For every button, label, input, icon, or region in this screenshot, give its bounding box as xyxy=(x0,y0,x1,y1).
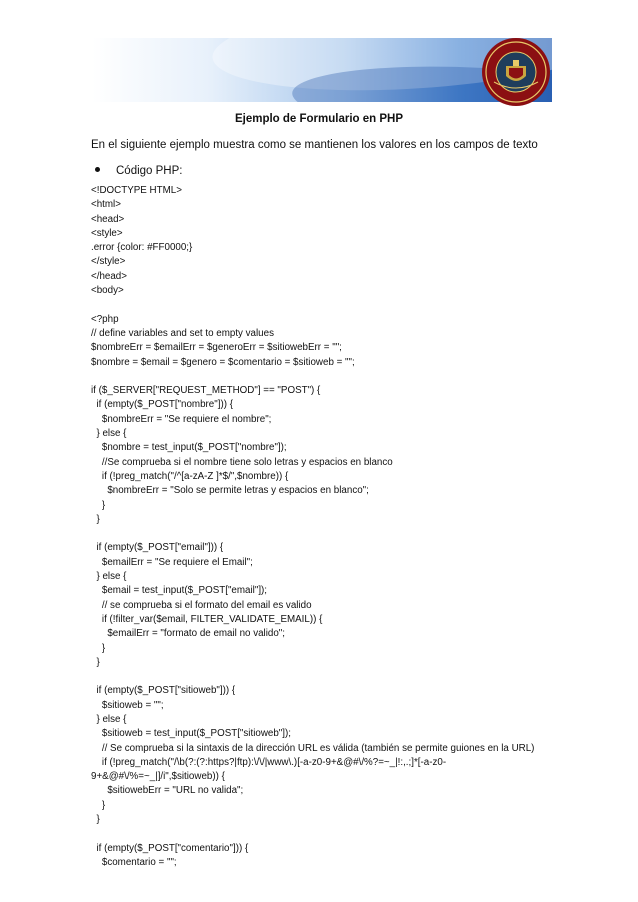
code-line: <html> xyxy=(91,199,121,211)
bullet-label: Código PHP: xyxy=(116,165,183,177)
university-seal-logo xyxy=(480,36,552,108)
code-line: <?php xyxy=(91,313,119,325)
code-line: if (!preg_match("/\b(?:(?:https?|ftp):\/\/|www\.)[-a-z0-9+&@#\/%?=~_|!:,.;]*[-a-z0- xyxy=(91,756,447,768)
code-line xyxy=(91,370,611,384)
code-line: $nombre = $email = $genero = $comentario = $sitioweb = ""; xyxy=(91,356,355,368)
code-line: } else { xyxy=(91,428,127,440)
code-line: .error {color: #FF0000;} xyxy=(91,242,193,254)
code-line: $nombre = test_input($_POST["nombre"]); xyxy=(91,442,287,454)
code-line: if (empty($_POST["comentario"])) { xyxy=(91,842,249,854)
code-line: } xyxy=(91,642,106,654)
code-line: 9+&@#\/%=~_|]/i",$sitioweb)) { xyxy=(91,771,225,783)
code-line: if (empty($_POST["sitioweb"])) { xyxy=(91,685,236,697)
code-line: } else { xyxy=(91,571,127,583)
code-line: $emailErr = "Se requiere el Email"; xyxy=(91,556,253,568)
code-line: // define variables and set to empty values xyxy=(91,327,274,339)
code-line: if (!filter_var($email, FILTER_VALIDATE_EMAIL)) { xyxy=(91,613,323,625)
code-line: if (empty($_POST["nombre"])) { xyxy=(91,399,233,411)
code-line: } else { xyxy=(91,713,127,725)
code-line: $nombreErr = "Solo se permite letras y espacios en blanco"; xyxy=(91,485,369,497)
code-line xyxy=(91,298,611,312)
code-line xyxy=(91,670,611,684)
code-line: //Se comprueba si el nombre tiene solo letras y espacios en blanco xyxy=(91,456,393,468)
code-line: $sitiowebErr = "URL no valida"; xyxy=(91,785,244,797)
bullet-item xyxy=(95,165,182,177)
code-line: } xyxy=(91,499,106,511)
code-line: // Se comprueba si la sintaxis de la dirección URL es válida (también se permite guiones en la URL) xyxy=(91,742,535,754)
code-line: // se comprueba si el formato del email es valido xyxy=(91,599,312,611)
intro-paragraph: En el siguiente ejemplo muestra como se mantienen los valores en los campos de texto xyxy=(91,139,538,151)
code-line: <body> xyxy=(91,285,124,297)
code-line: if (empty($_POST["email"])) { xyxy=(91,542,224,554)
bullet-dot-icon xyxy=(95,167,100,172)
code-line: </head> xyxy=(91,270,127,282)
code-line: } xyxy=(91,799,106,811)
code-line: $sitioweb = ""; xyxy=(91,699,164,711)
code-line: $emailErr = "formato de email no valido"; xyxy=(91,628,285,640)
code-line: $sitioweb = test_input($_POST["sitioweb"]); xyxy=(91,728,291,740)
code-line: $nombreErr = $emailErr = $generoErr = $sitiowebErr = ""; xyxy=(91,342,342,354)
code-line: $comentario = ""; xyxy=(91,856,177,868)
document-title: Ejemplo de Formulario en PHP xyxy=(234,113,404,125)
code-line: } xyxy=(91,513,100,525)
code-line: if (!preg_match("/^[a-zA-Z ]*$/",$nombre)) { xyxy=(91,470,289,482)
code-line: </style> xyxy=(91,256,126,268)
code-line: $email = test_input($_POST["email"]); xyxy=(91,585,268,597)
code-line: <!DOCTYPE HTML> xyxy=(91,185,182,196)
code-line: } xyxy=(91,656,100,668)
php-code-block xyxy=(91,184,611,870)
code-line: } xyxy=(91,814,100,826)
code-line xyxy=(91,527,611,541)
code-line: if ($_SERVER["REQUEST_METHOD"] == "POST") { xyxy=(91,385,321,397)
code-line: <head> xyxy=(91,213,125,225)
code-line: <style> xyxy=(91,227,123,239)
code-line: $nombreErr = "Se requiere el nombre"; xyxy=(91,413,272,425)
code-line xyxy=(91,827,611,841)
